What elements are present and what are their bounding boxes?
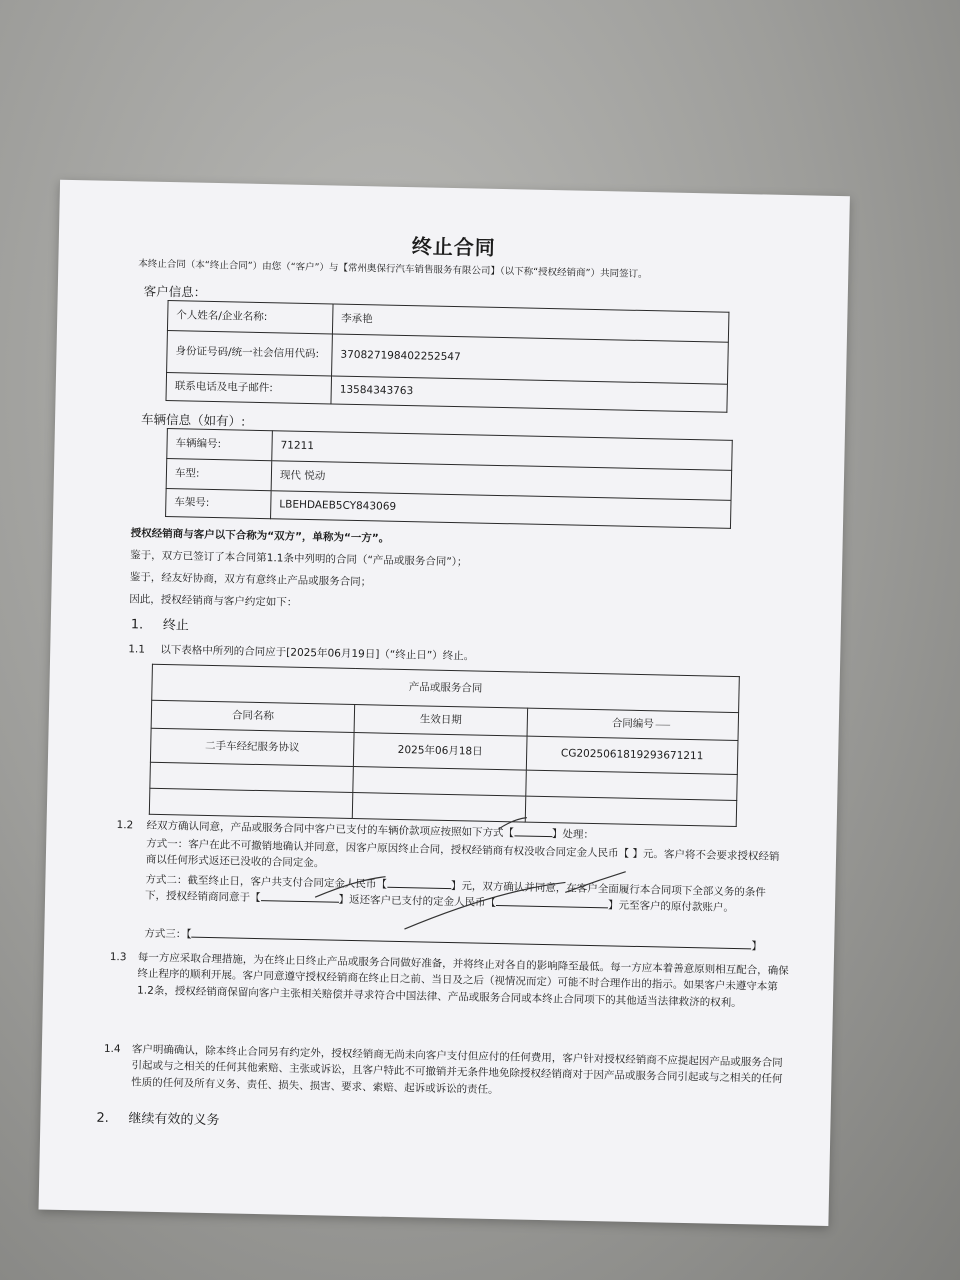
contract-page bbox=[39, 180, 850, 1226]
customer-phone-value: 13584343763 bbox=[331, 376, 727, 412]
intro-paragraph: 本终止合同（本“终止合同”）由您（“客户”）与【常州奥保行汽车销售服务有限公司】（以下称“授权经销商”）共同签订。 bbox=[138, 258, 648, 281]
header-effective-date: 生效日期 bbox=[354, 705, 528, 737]
recital-therefore: 因此，授权经销商与客户约定如下： bbox=[129, 593, 298, 609]
recital-whereas-1: 鉴于，双方已签订了本合同第1.1条中列明的合同（“产品或服务合同”）； bbox=[130, 549, 468, 569]
vin-label: 车架号: bbox=[166, 489, 272, 519]
header-contract-no: 合同编号 bbox=[527, 708, 739, 740]
cell-contract-name: 二手车经纪服务协议 bbox=[150, 728, 354, 766]
clause-1-4-text: 客户明确确认，除本终止合同另有约定外，授权经销商无尚未向客户支付但应付的任何费用，客户针对授权经销商不应提起因产品或服务合同引起或与之相关的任何其他索赔、主张或诉讼，且客户特此不可撤销并无条件地免除授权经销商对于因产品或服务合同引起或与之相关的任何性质的任何及所有义务、责任、损失、损害、要求、索赔、起诉或诉讼的责任。 bbox=[131, 1043, 783, 1096]
customer-name-label: 个人姓名/企业名称: bbox=[167, 301, 333, 334]
customer-id-label: 身份证号码/统一社会信用代码: bbox=[167, 331, 333, 376]
clause-1-1-text: 以下表格中所列的合同应于[2025年06月19日]（“终止日”）终止。 bbox=[160, 643, 475, 663]
method-3-text: 方式三：【】 bbox=[144, 927, 763, 953]
vehicle-model-label: 车型: bbox=[166, 459, 272, 491]
document-title: 终止合同 bbox=[411, 234, 497, 260]
clause-1-4-number: 1.4 bbox=[103, 1042, 121, 1056]
section-2-title: 继续有效的义务 bbox=[128, 1111, 220, 1129]
customer-id-value: 370827198402252547 bbox=[332, 334, 729, 384]
customer-info-heading: 客户信息： bbox=[143, 283, 207, 300]
clause-1-2-number: 1.2 bbox=[116, 819, 134, 832]
customer-name-value: 李承艳 bbox=[332, 304, 729, 342]
vin-value: LBEHDAEB5CY843069 bbox=[271, 491, 731, 529]
method-2-text: 方式二：截至终止日，客户共支付合同定金人民币【 】元，双方确认并同意，在客户全面履行本合同项下全部义务的条件下，授权经销商同意于【 】返还客户已支付的定金人民币【 】元至客户的原付款账户。 bbox=[144, 873, 766, 915]
vehicle-info-heading: 车辆信息（如有）: bbox=[140, 411, 246, 429]
vehicle-no-label: 车辆编号: bbox=[167, 429, 273, 461]
cell-effective-date: 2025年06月18日 bbox=[353, 733, 527, 771]
section-2-number: 2. bbox=[96, 1110, 110, 1126]
section-1-number: 1. bbox=[130, 617, 144, 633]
recital-parties: 授权经销商与客户以下合称为“双方”，单称为“一方”。 bbox=[130, 527, 390, 545]
clause-1-2-lead: 经双方确认同意，产品或服务合同中客户已支付的车辆价款项应按照如下方式【 】处理： bbox=[146, 819, 595, 842]
clause-1-3-number: 1.3 bbox=[109, 950, 127, 964]
method-1-text: 方式一：客户在此不可撤销地确认并同意，因客户原因终止合同，授权经销商有权没收合同定金人民币【 】元。客户将不会要求授权经销商以任何形式返还已没收的合同定金。 bbox=[145, 837, 780, 870]
handwritten-strokes bbox=[39, 180, 850, 1226]
faint-signature-mark: — bbox=[654, 714, 672, 734]
clause-1-3-text: 每一方应采取合理措施，为在终止日终止产品或服务合同做好准备，并将终止对各自的影响降至最低。每一方应本着善意原则相互配合，确保终止程序的顺利开展。客户同意遵守授权经销商在终止日之前、当日及之后（视情况而定）可能不时合理作出的指示。如果客户未遵守本第1.2条，授权经销商保留向客户主张相关赔偿并寻求符合中国法律、产品或服务合同或本终止合同项下的其他适当法律救济的权利。 bbox=[137, 951, 789, 1009]
customer-phone-label: 联系电话及电子邮件: bbox=[166, 373, 332, 404]
contracts-table-caption: 产品或服务合同 bbox=[152, 664, 740, 712]
header-contract-name: 合同名称 bbox=[151, 700, 355, 732]
section-1-title: 终止 bbox=[162, 617, 189, 634]
clause-1-1-number: 1.1 bbox=[128, 643, 146, 656]
recital-whereas-2: 鉴于，经友好协商，双方有意终止产品或服务合同； bbox=[129, 571, 372, 589]
vehicle-no-value: 71211 bbox=[272, 431, 733, 471]
cell-contract-no: CG2025061819293671211 bbox=[526, 736, 738, 774]
vehicle-model-value: 现代 悦动 bbox=[271, 461, 732, 501]
